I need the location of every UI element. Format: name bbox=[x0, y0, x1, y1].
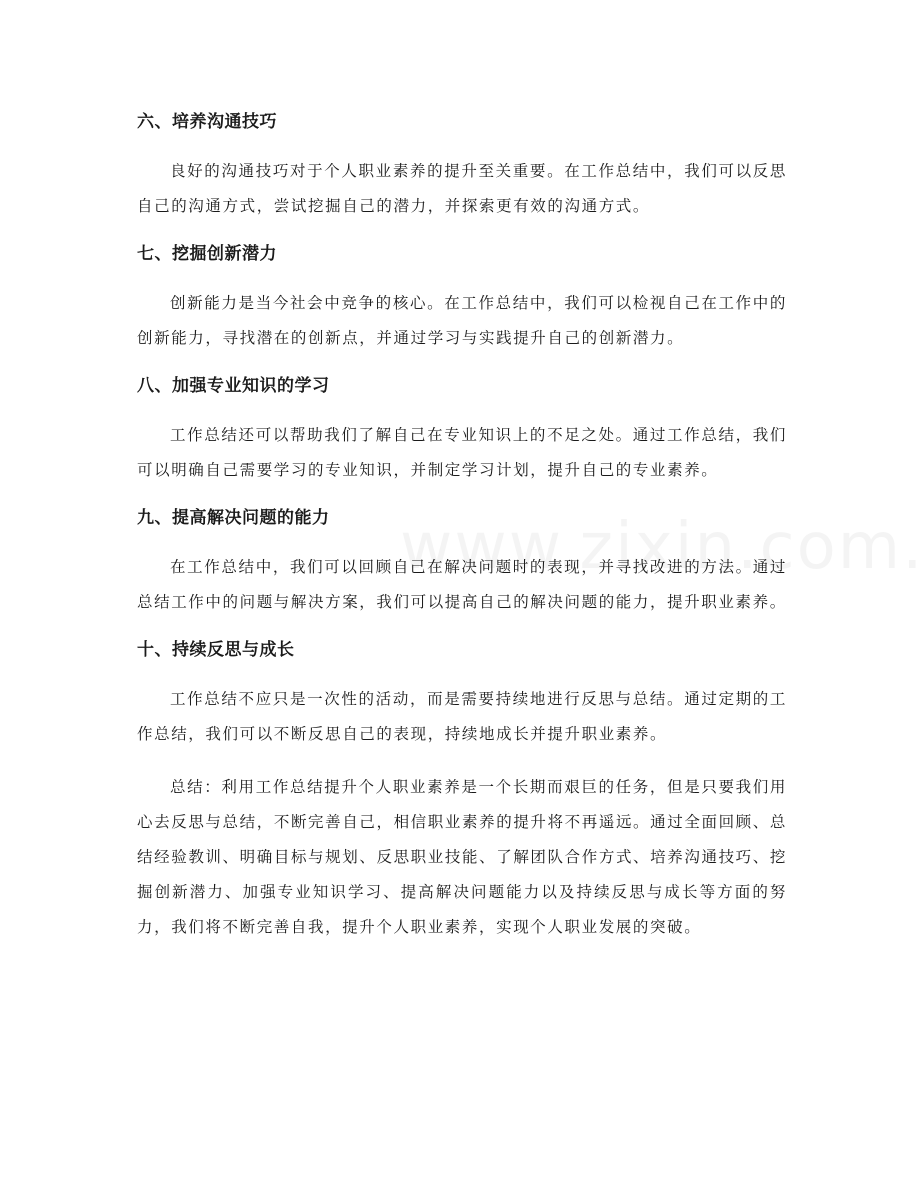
section-8 bbox=[137, 368, 787, 488]
section-heading: 八、加强专业知识的学习 bbox=[137, 376, 330, 396]
section-10 bbox=[137, 632, 787, 752]
section-paragraph: 创新能力是当今社会中竞争的核心。在工作总结中，我们可以检视自己在工作中的创新能力，寻找潜在的创新点，并通过学习与实践提升自己的创新潜力。 bbox=[137, 294, 787, 347]
section-heading: 九、提高解决问题的能力 bbox=[137, 508, 330, 528]
section-6 bbox=[137, 104, 787, 224]
section-heading: 七、挖掘创新潜力 bbox=[137, 244, 277, 264]
section-paragraph: 在工作总结中，我们可以回顾自己在解决问题时的表现，并寻找改进的方法。通过总结工作中的问题与解决方案，我们可以提高自己的解决问题的能力，提升职业素养。 bbox=[137, 558, 787, 611]
section-paragraph: 良好的沟通技巧对于个人职业素养的提升至关重要。在工作总结中，我们可以反思自己的沟通方式，尝试挖掘自己的潜力，并探索更有效的沟通方式。 bbox=[137, 162, 787, 215]
section-heading: 六、培养沟通技巧 bbox=[137, 112, 277, 132]
section-9 bbox=[137, 500, 787, 620]
document-body bbox=[137, 104, 787, 957]
section-7 bbox=[137, 236, 787, 356]
section-heading: 十、持续反思与成长 bbox=[137, 640, 295, 660]
summary-paragraph: 总结：利用工作总结提升个人职业素养是一个长期而艰巨的任务，但是只要我们用心去反思与总结，不断完善自己，相信职业素养的提升将不再遥远。通过全面回顾、总结经验教训、明确目标与规划、反思职业技能、了解团队合作方式、培养沟通技巧、挖掘创新潜力、加强专业知识学习、提高解决问题能力以及持续反思与成长等方面的努力，我们将不断完善自我，提升个人职业素养，实现个人职业发展的突破。 bbox=[137, 778, 787, 936]
section-paragraph: 工作总结不应只是一次性的活动，而是需要持续地进行反思与总结。通过定期的工作总结，我们可以不断反思自己的表现，持续地成长并提升职业素养。 bbox=[137, 690, 787, 743]
section-paragraph: 工作总结还可以帮助我们了解自己在专业知识上的不足之处。通过工作总结，我们可以明确自己需要学习的专业知识，并制定学习计划，提升自己的专业素养。 bbox=[137, 426, 787, 479]
